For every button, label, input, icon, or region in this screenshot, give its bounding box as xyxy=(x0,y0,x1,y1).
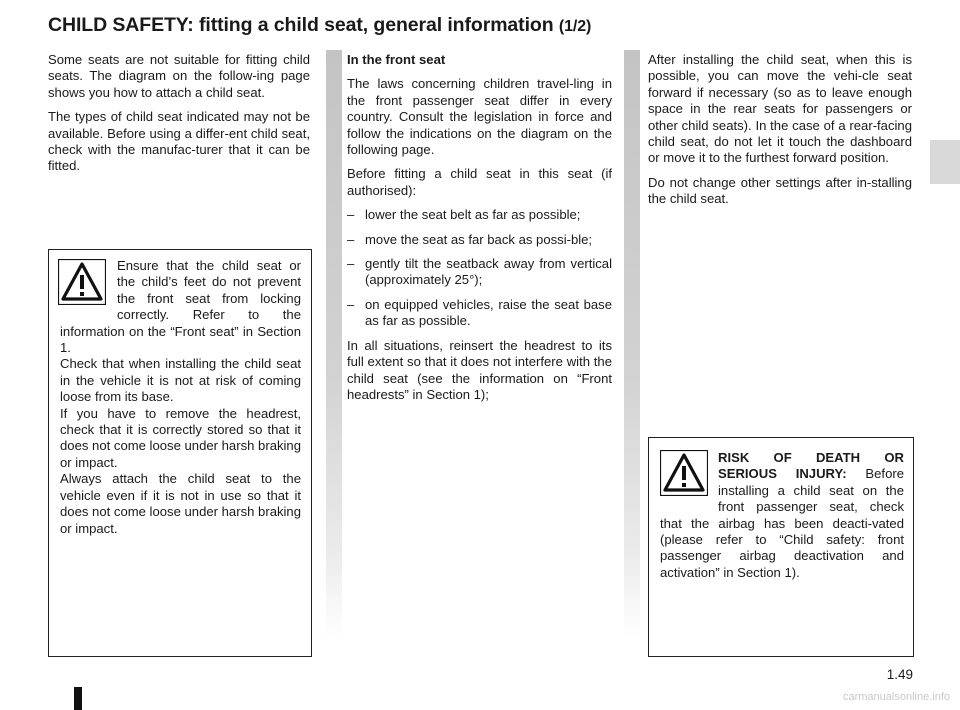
col1-paragraph-1: Some seats are not suitable for fitting child seats. The diagram on the follow-ing page shows you how to attach a child seat. xyxy=(48,52,310,100)
col2-heading: In the front seat xyxy=(347,52,446,67)
column-divider-right xyxy=(624,50,640,640)
dash-bullet: – xyxy=(347,256,355,272)
col2-paragraph-1: The laws concerning children travel-ling in the front passenger seat differ in every country. Consult the legislation in force and follow the indications on the diagram on the following page. xyxy=(347,76,612,158)
page-title xyxy=(48,14,591,37)
list-item-text: gently tilt the seatback away from vertical (approximately 25°); xyxy=(365,256,612,288)
title-text: CHILD SAFETY: fitting a child seat, general information xyxy=(48,14,554,36)
page-number: 1.49 xyxy=(886,667,913,682)
col2-paragraph-2: Before fitting a child seat in this seat (if authorised): xyxy=(347,166,612,198)
column-2 xyxy=(347,52,612,411)
watermark: carmanualsonline.info xyxy=(842,691,950,703)
col2-paragraph-3: In all situations, reinsert the headrest to its full extent so that it does not interfere with the child seat (see the information on “Front headrests” in Section 1); xyxy=(347,337,612,402)
warning-right-bold: RISK OF DEATH OR SERIOUS INJURY: xyxy=(718,450,904,482)
list-item xyxy=(347,232,612,248)
title-part: (1/2) xyxy=(558,18,592,35)
list-item xyxy=(347,297,612,330)
warning-left-text-1: Ensure that the child seat or the child’s feet do not prevent the front seat from locking correctly. Refer to the information on the “Front seat” in Section 1. xyxy=(60,258,301,356)
dash-bullet: – xyxy=(347,231,355,247)
corner-mark xyxy=(74,687,82,710)
dash-bullet: – xyxy=(347,296,355,312)
list-item-text: move the seat as far back as possi-ble; xyxy=(365,231,593,247)
col1-paragraph-2: The types of child seat indicated may not be available. Before using a differ-ent child seat, check with the manufac-turer that it can be fitted. xyxy=(48,109,310,174)
column-divider-left xyxy=(326,50,342,640)
warning-box-left xyxy=(48,249,312,657)
column-3 xyxy=(648,52,912,216)
warning-box-right xyxy=(648,437,914,657)
col3-paragraph-1: After installing the child seat, when this is possible, you can move the vehi-cle seat forward if necessary (so as to leave enough space in the rear seats for passengers or other child seats). In the case of a rear-facing child seat, do not let it touch the dashboard or move it to the furthest forward position. xyxy=(648,52,912,166)
section-tab xyxy=(930,140,960,184)
list-item xyxy=(347,256,612,289)
warning-left-text-2: Check that when installing the child seat in the vehicle it is not at risk of coming loose from its base. xyxy=(60,356,301,405)
column-1 xyxy=(48,52,310,183)
list-item xyxy=(347,207,612,223)
dash-bullet: – xyxy=(347,207,355,223)
warning-right-text: Before installing a child seat on the front passenger seat, check that the airbag has been deacti-vated (please refer to “Child safety: front passenger airbag deactivation and activation” in Section 1). xyxy=(660,466,904,580)
list-item-text: on equipped vehicles, raise the seat base as far as possible. xyxy=(365,296,612,329)
warning-left-text-3: If you have to remove the headrest, check that it is correctly stored so that it does not come loose under harsh braking or impact. xyxy=(60,405,301,470)
col3-paragraph-2: Do not change other settings after in-stalling the child seat. xyxy=(648,174,912,207)
list-item-text: lower the seat belt as far as possible; xyxy=(365,207,581,223)
warning-left-text-4: Always attach the child seat to the vehicle even if it is not in use so that it does not come loose under harsh braking or impact. xyxy=(60,471,301,536)
